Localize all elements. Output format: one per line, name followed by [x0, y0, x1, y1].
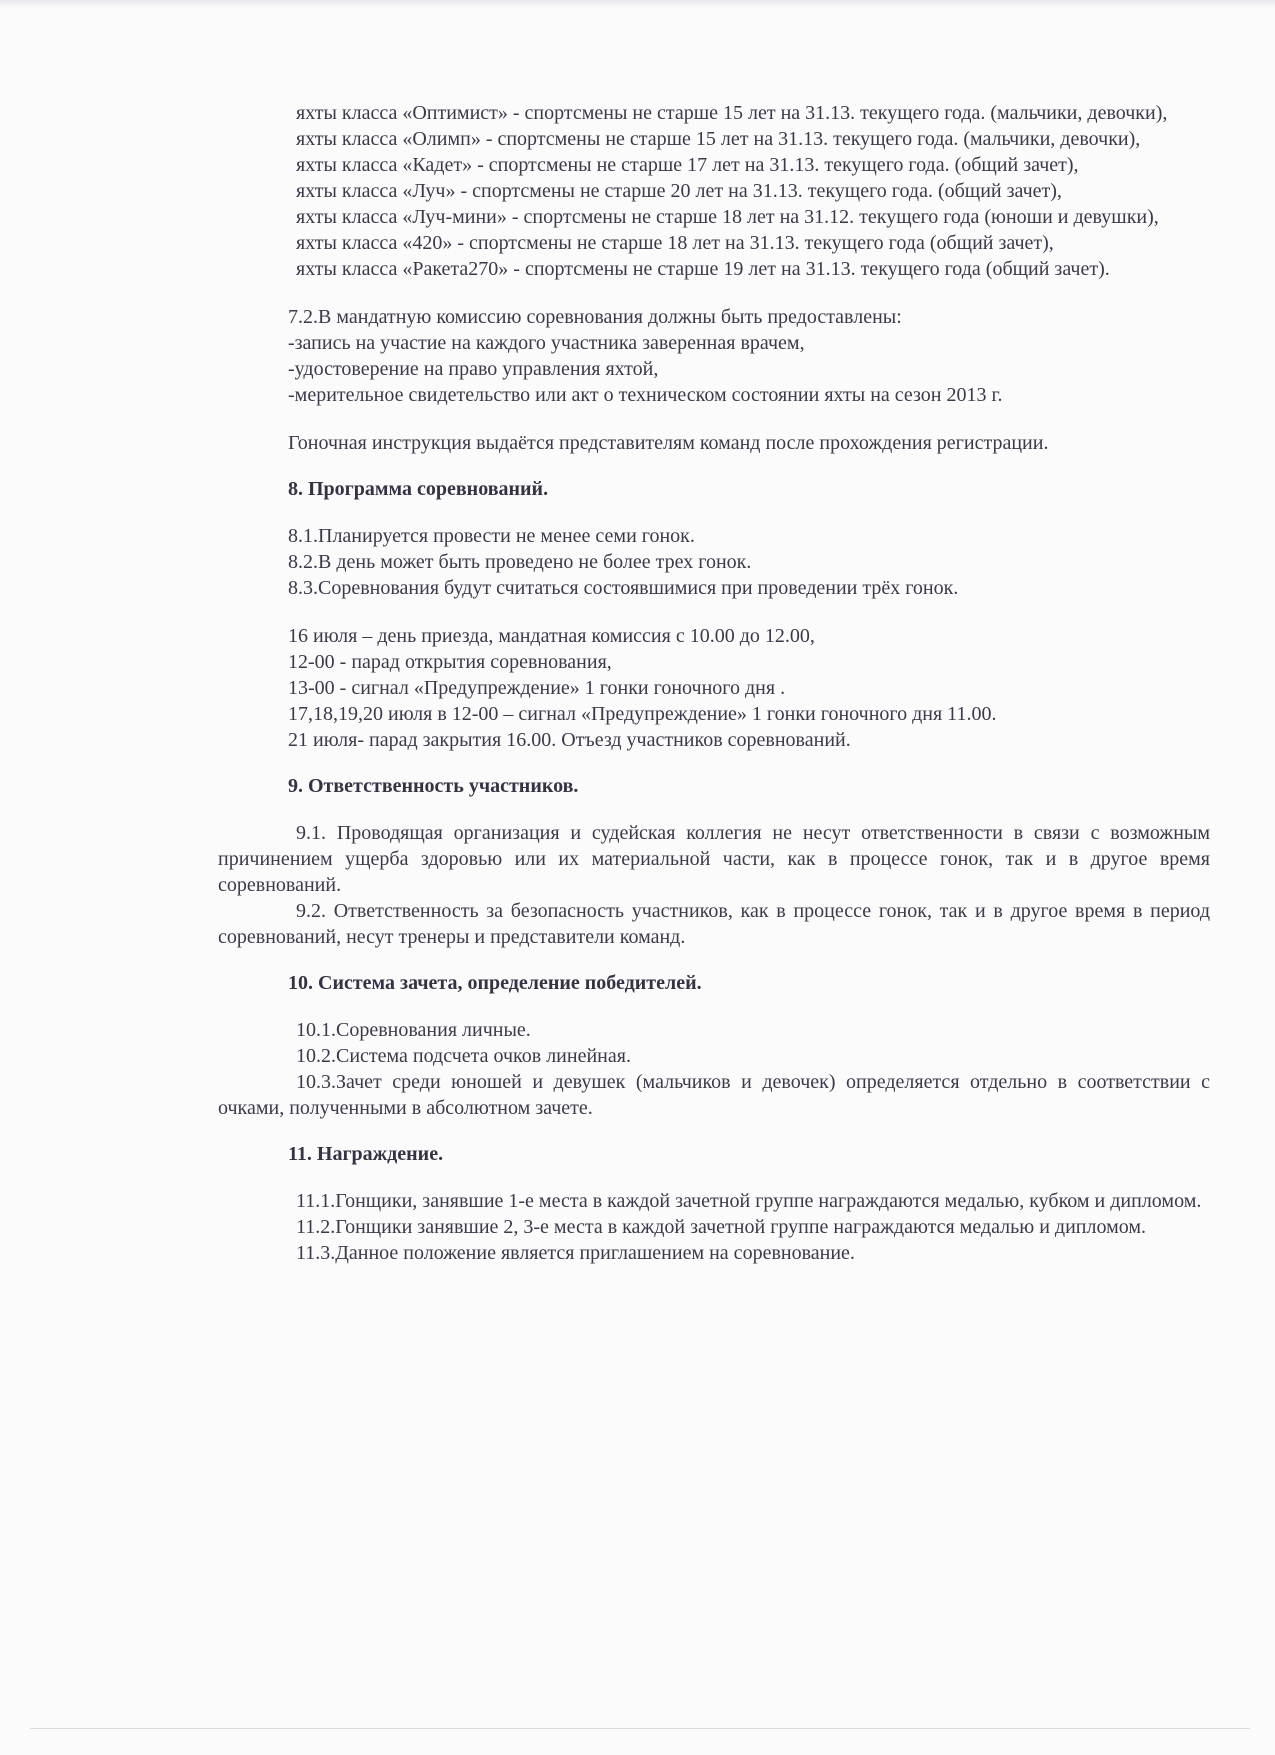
- scan-edge-bottom: [30, 1728, 1250, 1729]
- eligibility-kadet: яхты класса «Кадет» - спортсмены не старше 17 лет на 31.13. текущего года. (общий зачет),: [296, 154, 1079, 176]
- clause-11-1: 11.1.Гонщики, занявшие 1-е места в каждой зачетной группе награждаются медалью, кубком и дипломом.: [296, 1190, 1202, 1212]
- schedule-item: 13-00 - сигнал «Предупреждение» 1 гонки гоночного дня .: [288, 677, 786, 699]
- clause-10-1: 10.1.Соревнования личные.: [296, 1019, 531, 1041]
- clause-7-2-item: -удостоверение на право управления яхтой,: [288, 358, 659, 380]
- scan-edge-top: [0, 0, 1275, 8]
- clause-11-3: 11.3.Данное положение является приглашением на соревнование.: [296, 1242, 855, 1264]
- clause-9-2: 9.2. Ответственность за безопасность участников, как в процессе гонок, так и в другое время в период соревнований, несут тренеры и представители команд.: [218, 900, 1210, 948]
- section-10-items: [218, 1017, 1210, 1121]
- clause-7-2-item: -мерительное свидетельство или акт о техническом состоянии яхты на сезон 2013 г.: [288, 384, 1003, 406]
- schedule-item: 12-00 - парад открытия соревнования,: [288, 651, 612, 673]
- eligibility-420: яхты класса «420» - спортсмены не старше 18 лет на 31.13. текущего года (общий зачет),: [296, 232, 1054, 254]
- clause-8-2: 8.2.В день может быть проведено не более трех гонок.: [288, 551, 752, 573]
- eligibility-optimist: яхты класса «Оптимист» - спортсмены не старше 15 лет на 31.13. текущего года. (мальчики, девочки),: [296, 102, 1168, 124]
- clause-11-2: 11.2.Гонщики занявшие 2, 3-е места в каждой зачетной группе награждаются медалью и дипломом.: [296, 1216, 1147, 1238]
- section-11-items: [218, 1188, 1210, 1266]
- clause-10-2: 10.2.Система подсчета очков линейная.: [296, 1045, 631, 1067]
- eligibility-list: [218, 100, 1210, 282]
- clause-8-1: 8.1.Планируется провести не менее семи гонок.: [288, 525, 695, 547]
- race-instruction-note: Гоночная инструкция выдаётся представителям команд после прохождения регистрации.: [288, 432, 1049, 454]
- clause-7-2: [218, 304, 1210, 408]
- clause-7-2-item: -запись на участие на каждого участника заверенная врачем,: [288, 332, 805, 354]
- eligibility-luch: яхты класса «Луч» - спортсмены не старше 20 лет на 31.13. текущего года. (общий зачет),: [296, 180, 1062, 202]
- schedule-item: 16 июля – день приезда, мандатная комиссия с 10.00 до 12.00,: [288, 625, 815, 647]
- eligibility-luch-mini: яхты класса «Луч-мини» - спортсмены не старше 18 лет на 31.12. текущего года (юноши и девушки),: [296, 206, 1159, 228]
- section-10-heading: 10. Система зачета, определение победителей.: [288, 972, 702, 994]
- clause-8-3: 8.3.Соревнования будут считаться состоявшимися при проведении трёх гонок.: [288, 577, 959, 599]
- section-8-items: [218, 523, 1210, 601]
- eligibility-raketa270: яхты класса «Ракета270» - спортсмены не старше 19 лет на 31.13. текущего года (общий зачет).: [296, 258, 1110, 280]
- eligibility-olimp: яхты класса «Олимп» - спортсмены не старше 15 лет на 31.13. текущего года. (мальчики, девочки),: [296, 128, 1141, 150]
- clause-7-2-title: 7.2.В мандатную комиссию соревнования должны быть предоставлены:: [288, 306, 902, 328]
- clause-9-1: 9.1. Проводящая организация и судейская коллегия не несут ответственности в связи с возможным причинением ущерба здоровью или их материальной части, как в процессе гонок, так и в другое время соревнований.: [218, 822, 1210, 896]
- section-9-items: [218, 820, 1210, 950]
- clause-10-3: 10.3.Зачет среди юношей и девушек (мальчиков и девочек) определяется отдельно в соответствии с очками, полученными в абсолютном зачете.: [218, 1071, 1210, 1119]
- schedule-item: 17,18,19,20 июля в 12-00 – сигнал «Предупреждение» 1 гонки гоночного дня 11.00.: [288, 703, 997, 725]
- section-8-heading: 8. Программа соревнований.: [288, 478, 549, 500]
- section-11-heading: 11. Награждение.: [288, 1143, 444, 1165]
- section-9-heading: 9. Ответственность участников.: [288, 775, 579, 797]
- schedule: [218, 623, 1210, 753]
- schedule-item: 21 июля- парад закрытия 16.00. Отъезд участников соревнований.: [288, 729, 851, 751]
